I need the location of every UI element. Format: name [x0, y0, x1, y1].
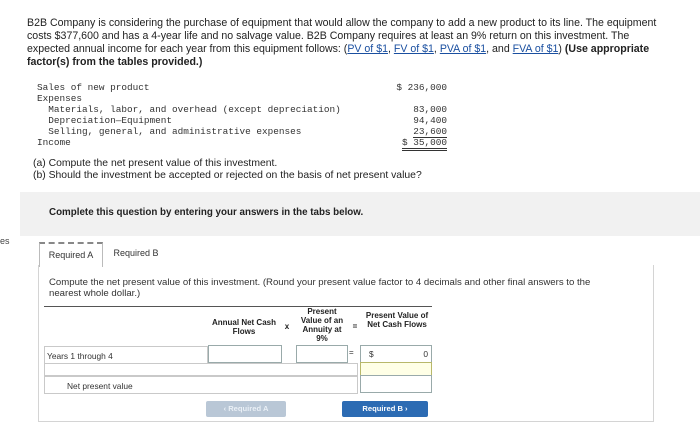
income-label: Income	[37, 137, 71, 148]
answer-panel	[38, 265, 654, 422]
income-value: $ 35,000	[402, 137, 447, 151]
instruction-text: Complete this question by entering your answers in the tabs below.	[49, 207, 364, 218]
header-times: x	[284, 322, 290, 331]
years-label: Years 1 through 4	[47, 351, 113, 361]
mlo-value: 83,000	[413, 104, 447, 115]
pva-of-1-link[interactable]: PVA of $1	[439, 43, 487, 55]
pv-of-1-link[interactable]: PV of $1	[347, 43, 388, 55]
side-fragment: es	[0, 236, 10, 246]
pv-factor-input[interactable]	[296, 345, 348, 363]
use-factors-note: (Use appropriate factor(s) from the tables provided.)	[27, 43, 650, 68]
sales-label: Sales of new product	[37, 82, 150, 93]
present-value-amount: 0	[423, 349, 428, 359]
tab-required-b[interactable]: Required B	[107, 242, 165, 265]
npv-label: Net present value	[67, 381, 133, 391]
expenses-label: Expenses	[37, 93, 83, 104]
header-present-value: Present Value of Net Cash Flows	[365, 311, 429, 329]
sga-value: 23,600	[413, 126, 447, 137]
fva-of-1-link[interactable]: FVA of $1	[512, 43, 559, 55]
panel-instruction: Compute the net present value of this investment. (Round your present value factor to 4 decimals and other final answers to the nearest whole dollar.)	[49, 277, 591, 299]
problem-intro: B2B Company is considering the purchase of equipment that would allow the company to add a new product to its line. The equipment costs $377,600 and has a 4-year life and no salvage value. B2B Company requires at least an 9% return on this investment. The expected annual income for each year from this equipment follows: (PV of $1, FV of $1, PVA of $1, and FVA of $1) (Use appropriate factor(s) from the tables provided.)	[27, 17, 657, 68]
dollar-sign: $	[369, 349, 374, 359]
npv-input[interactable]	[360, 375, 432, 393]
question-b: (b) Should the investment be accepted or rejected on the basis of net present value?	[33, 170, 422, 181]
prev-required-a-button[interactable]: ‹ Required A	[206, 401, 286, 417]
mlo-label: Materials, labor, and overhead (except depreciation)	[37, 104, 341, 115]
header-annual-cash-flows: Annual Net Cash Flows	[211, 318, 276, 336]
header-pv-annuity-factor: Present Value of an Annuity at 9%	[300, 307, 344, 343]
fv-of-1-link[interactable]: FV of $1	[393, 43, 434, 55]
row-equals-sign: =	[349, 348, 354, 357]
header-equals: =	[352, 322, 358, 331]
annual-cash-flow-input[interactable]	[208, 345, 282, 363]
next-required-b-button[interactable]: Required B ›	[342, 401, 428, 417]
blank-row-cell	[44, 363, 358, 376]
years-label-cell	[44, 346, 208, 364]
present-value-output	[360, 345, 432, 363]
intro-text: B2B Company is considering the purchase of equipment that would allow the company to add a new product to its line. The equipment costs $377,600 and has a 4-year life and no salvage value. B2B Company requires at least an 9% return on this investment. The expected annual income for each year from this equipment follows: (	[27, 17, 657, 55]
sga-label: Selling, general, and administrative expenses	[37, 126, 302, 137]
table-top-rule	[44, 306, 432, 307]
blank-row-input[interactable]	[360, 362, 432, 376]
question-a: (a) Compute the net present value of this investment.	[33, 158, 278, 169]
npv-label-cell	[44, 376, 358, 394]
tab-required-a[interactable]: Required A	[39, 242, 103, 267]
depreciation-label: Depreciation—Equipment	[37, 115, 173, 126]
sales-value: $ 236,000	[396, 82, 447, 93]
depreciation-value: 94,400	[413, 115, 447, 126]
instruction-band	[20, 192, 700, 236]
